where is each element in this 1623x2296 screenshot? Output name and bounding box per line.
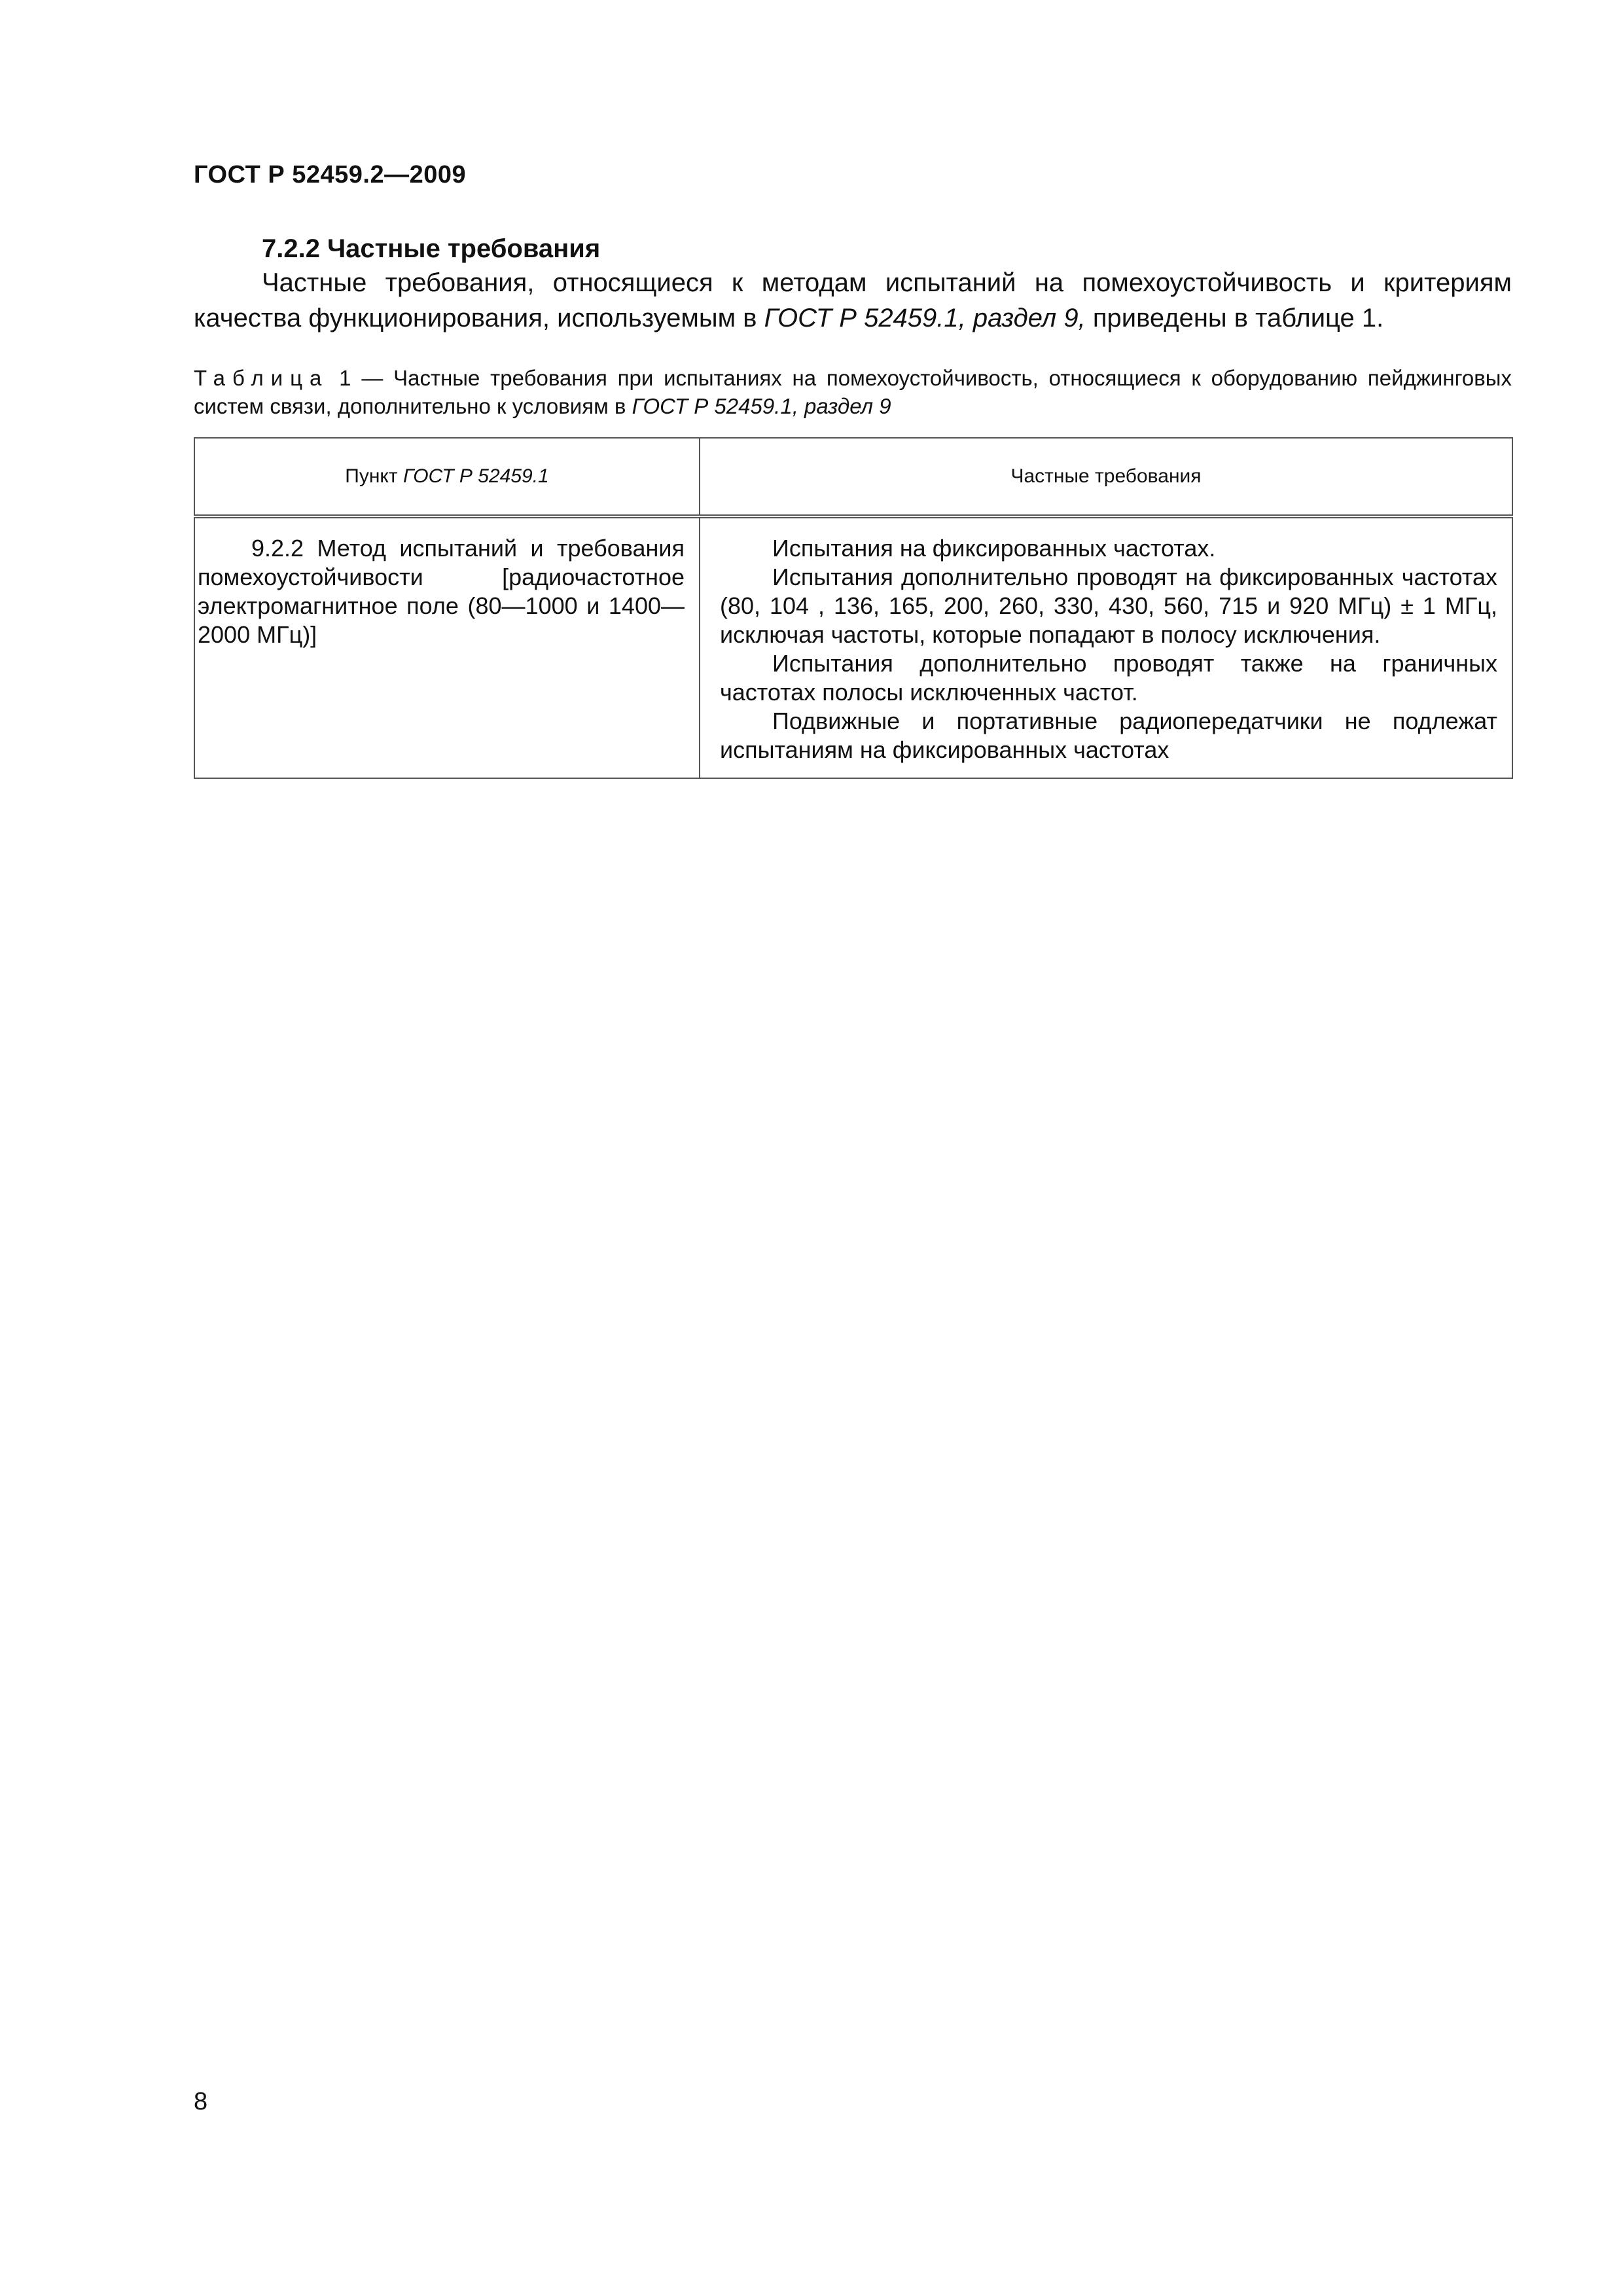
table-caption-text: 1 — Частные требования при испытаниях на помехоустойчивость, относящиеся к оборудованию пейджинговых систем связи, дополнительно к условиям в [194,366,1512,418]
table-header-row [194,438,1512,516]
requirement-line: Испытания дополнительно проводят на фиксированных частотах (80, 104 , 136, 165, 200, 260, 330, 430, 560, 715 и 920 МГц) ± 1 МГц, исключая частоты, которые попадают в полосу исключения. [720,564,1497,648]
section-title: 7.2.2 Частные требования [262,234,601,263]
requirements-table [194,437,1513,779]
requirement-line: Подвижные и портативные радиопередатчики не подлежат испытаниям на фиксированных частотах [720,708,1497,763]
table-cell-requirements [700,516,1512,778]
table-cell-clause [194,516,700,778]
table-container [194,437,1512,779]
table-row [194,516,1512,778]
column-header-clause [194,438,700,516]
clause-text: 9.2.2 Метод испытаний и требования помехоустойчивости [радиочастотное электромагнитное поле (80—1000 и 1400—2000 МГц)] [198,535,685,648]
section-paragraph-part1: Частные требования, относящиеся к методам испытаний на помехоустойчивость и критериям качества функционирования, используемым в [194,268,1512,332]
column-header-clause-reference: ГОСТ Р 52459.1 [402,465,549,487]
requirement-line: Испытания на фиксированных частотах. [772,535,1216,562]
section-paragraph [194,265,1512,336]
column-header-requirements: Частные требования [700,438,1512,516]
table-caption [194,364,1512,420]
section-paragraph-reference: ГОСТ Р 52459.1, раздел 9, [764,304,1086,332]
table-caption-label: Таблица [194,366,329,390]
document-code: ГОСТ Р 52459.2—2009 [194,161,467,188]
section-block [194,232,1512,336]
page-number: 8 [194,2088,208,2115]
table-caption-reference: ГОСТ Р 52459.1, раздел 9 [632,394,891,418]
requirement-line: Испытания дополнительно проводят также на граничных частотах полосы исключенных частот. [720,650,1497,706]
section-paragraph-part2: приведены в таблице 1. [1085,304,1384,332]
column-header-clause-prefix: Пункт [345,465,403,487]
